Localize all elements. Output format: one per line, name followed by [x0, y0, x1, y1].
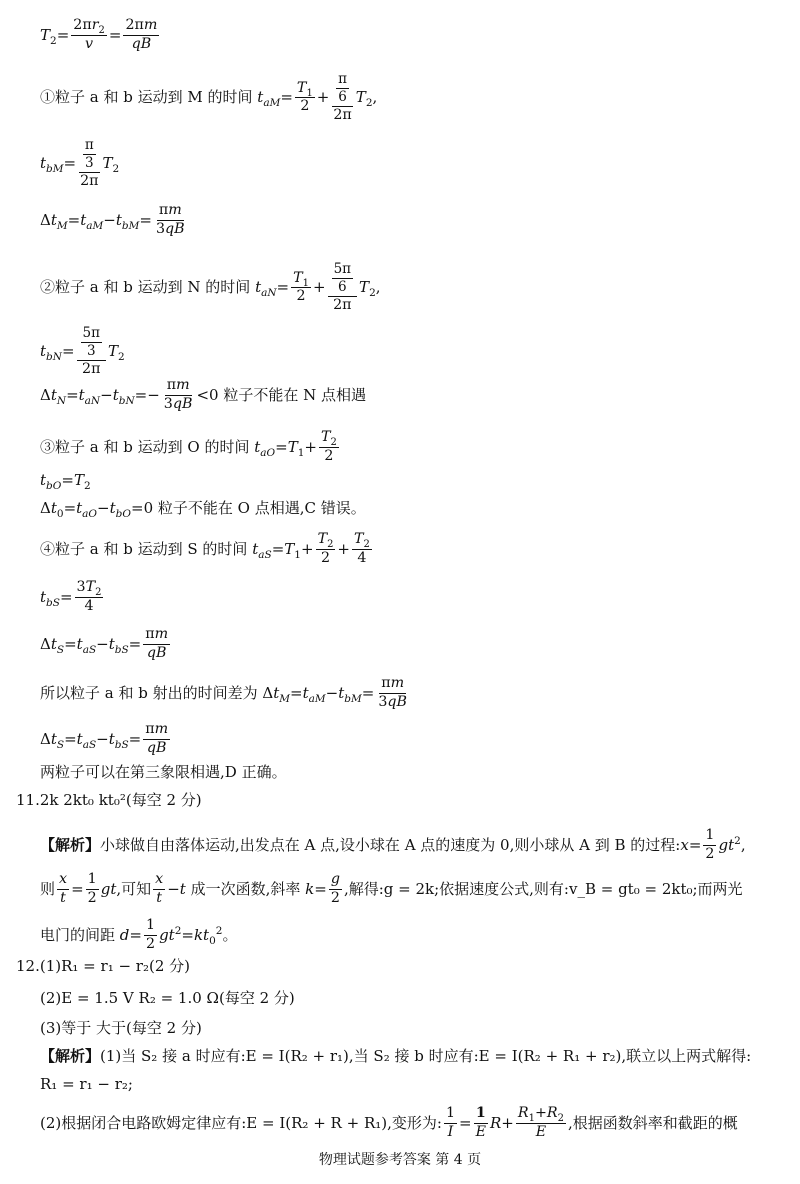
case-n-delta: $\Delta t_N=t_{aN}-t_{bN}=-$ $\frac{\pi m}{3qB}$ <0 粒子不能在 N 点相遇 — [40, 377, 367, 412]
q12-answer-3: (3)等于 大于(每空 2 分) — [40, 1019, 202, 1037]
case-o-delta: $\Delta t_0=t_{aO}-t_{bO}=0$ 粒子不能在 O 点相遇,C 错误。 — [40, 499, 366, 520]
q12-answer-1: 12. (1)R₁ = r₁ − r₂(2 分) — [16, 957, 191, 975]
conclusion: 两粒子可以在第三象限相遇,D 正确。 — [40, 763, 287, 781]
case-s-tb: $t_{bS}=$ $\frac{3T_2}{4}$ — [40, 579, 102, 614]
q11-explanation-line3: 电门的间距 d= $\frac{1}{2}$ $gt^2=kt_0^2$。 — [40, 917, 238, 952]
case-m-tb: $t_{bM}=$ $\frac{\frac{\pi}{3}}{2\pi}$ $T_2$ — [40, 137, 120, 189]
case-m-delta: $\Delta t_M=t_{aM}-t_{bM}=$ $\frac{\pi m}{3qB}$ — [40, 202, 185, 237]
page-footer: 物理试题参考答案 第 4 页 — [318, 1152, 482, 1168]
case-n-time: ②粒子 a 和 b 运动到 N 的时间 $t_{aN}=$ $\frac{T_1}{2}$ + $\frac{\frac{5\pi}{6}}{2\pi}$ $T_2$, — [40, 261, 381, 313]
q12-explanation-1: 【解析】 (1)当 S₂ 接 a 时应有:E = I(R₂ + r₁),当 S₂ 接 b 时应有:E = I(R₂ + R₁ + r₂),联立以上两式解得: — [40, 1047, 752, 1065]
case-s-delta: $\Delta t_S=t_{aS}-t_{bS}=$ $\frac{\pi m}{qB}$ — [40, 626, 169, 661]
case-s-time: ④粒子 a 和 b 运动到 S 的时间 $t_{aS}=T_1+$ $\frac{T_2}{2}$ + $\frac{T_2}{4}$ — [40, 531, 370, 566]
t2-definition: $T_2=$ $\frac{2\pi r_2}{v}$ = $\frac{2\pi m}{qB}$ — [40, 17, 158, 52]
q12-answer-2: (2)E = 1.5 V R₂ = 1.0 Ω(每空 2 分) — [40, 989, 295, 1007]
q12-explanation-1b: R₁ = r₁ − r₂; — [40, 1075, 133, 1093]
q11-answer: 11. 2k 2kt₀ kt₀²(每空 2 分) — [16, 791, 202, 809]
time-difference: 所以粒子 a 和 b 射出的时间差为 $\Delta t_M=t_{aM}-t_{bM}=$ $\frac{\pi m}{3qB}$ — [40, 675, 407, 710]
case-s-delta-repeat: $\Delta t_S=t_{aS}-t_{bS}=$ $\frac{\pi m}{qB}$ — [40, 721, 169, 756]
q11-explanation-line2: 则 $\frac{x}{t}$ = $\frac{1}{2}$ gt ,可知 $\frac{x}{t}$ −t 成一次函数,斜率 k= $\frac{g}{2}$ ,解得:g = 2k;依据速度公式,则有:v_B = gt₀ = 2kt₀;而两光 — [40, 871, 743, 906]
case-m-time: ①粒子 a 和 b 运动到 M 的时间 $t_{aM}=$ $\frac{T_1}{2}$ + $\frac{\frac{\pi}{6}}{2\pi}$ $T_2$, — [40, 71, 378, 123]
q12-explanation-2: (2)根据闭合电路欧姆定律应有:E = I(R₂ + R + R₁),变形为: $\frac{1}{I}$ = $\frac{1}{E}$ R+ $\frac{R_1+R_2}{E}$ ,根据函数斜率和截距的概 — [40, 1105, 738, 1140]
case-o-time: ③粒子 a 和 b 运动到 O 的时间 $t_{aO}=T_1+$ $\frac{T_2}{2}$ — [40, 429, 337, 464]
q11-explanation-line1: 【解析】 小球做自由落体运动,出发点在 A 点,设小球在 A 点的速度为 0,则小球从 A 到 B 的过程: x= $\frac{1}{2}$ $gt^2$, — [40, 827, 746, 862]
case-o-tb: $t_{bO}=T_2$ — [40, 471, 91, 492]
case-n-tb: $t_{bN}=$ $\frac{\frac{5\pi}{3}}{2\pi}$ $T_2$ — [40, 325, 125, 377]
